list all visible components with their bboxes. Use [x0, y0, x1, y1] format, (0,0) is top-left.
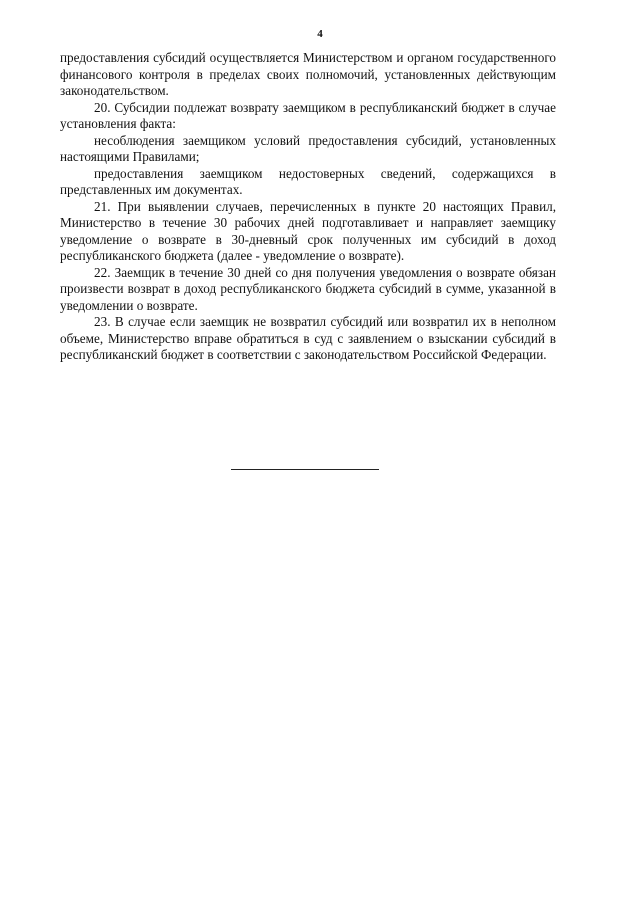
paragraph-21: 21. При выявлении случаев, перечисленных в пункте 20 настоящих Правил, Министерство в течение 30 рабочих дней подготавливает и направляет заемщику уведомление о возврате в 30-дневный срок полученных им субсидий в доход республиканского бюджета (далее - уведомление о возврате).: [60, 198, 556, 263]
paragraph-continuation: предоставления субсидий осуществляется Министерством и органом государственного финансового контроля в пределах своих полномочий, установленных действующим законодательством.: [60, 50, 556, 98]
paragraph-20-item-2: предоставления заемщиком недостоверных сведений, содержащихся в представленных им документах.: [60, 165, 556, 197]
paragraph-22: 22. Заемщик в течение 30 дней со дня получения уведомления о возврате обязан произвести возврат в доход республиканского бюджета субсидий в сумме, указанной в уведомлении о возврате.: [60, 264, 556, 313]
page-number: 4: [317, 28, 323, 40]
paragraph-20: 20. Субсидии подлежат возврату заемщиком в республиканский бюджет в случае установления факта:: [60, 99, 556, 131]
end-separator-line: [231, 469, 379, 470]
document-body: [60, 50, 556, 364]
paragraph-20-item-1: несоблюдения заемщиком условий предоставления субсидий, установленных настоящими Правилами;: [60, 132, 556, 164]
paragraph-23: 23. В случае если заемщик не возвратил субсидий или возвратил их в неполном объеме, Министерство вправе обратиться в суд с заявлением о взыскании субсидий в республиканский бюджет в соответствии с законодательством Российской Федерации.: [60, 314, 556, 362]
